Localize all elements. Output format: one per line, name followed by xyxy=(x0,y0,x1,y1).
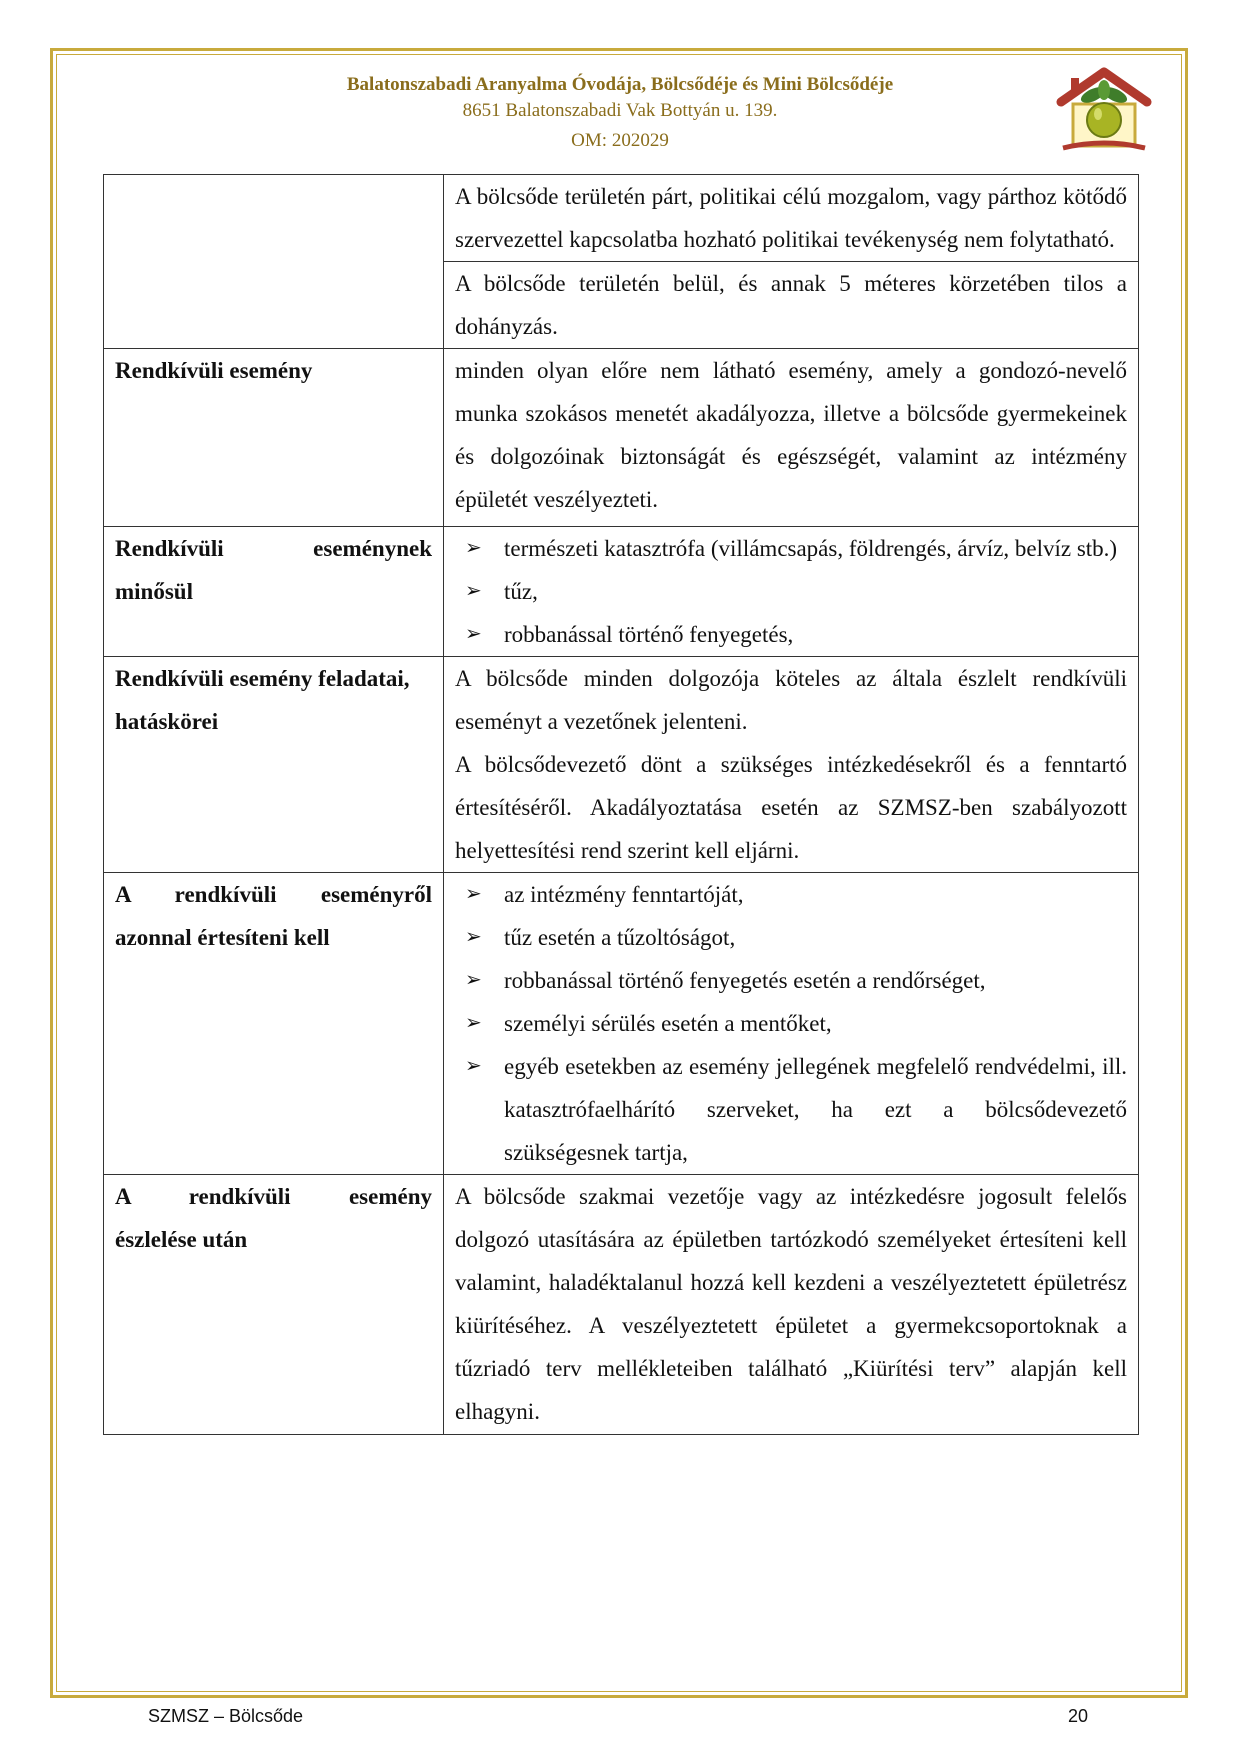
arrow-bullet-icon: ➢ xyxy=(465,1055,482,1077)
row-value xyxy=(444,175,1139,349)
table-row xyxy=(104,175,1139,349)
row-value xyxy=(444,527,1139,657)
rules-table xyxy=(103,174,1139,1435)
list-item: ➢ tűz esetén a tűzoltóságot, xyxy=(455,916,1127,959)
arrow-bullet-icon: ➢ xyxy=(465,969,482,991)
arrow-bullet-icon: ➢ xyxy=(465,883,482,905)
footer-document-name: SZMSZ – Bölcsőde xyxy=(148,1706,304,1726)
footer-page-number: 20 xyxy=(1068,1706,1089,1726)
arrow-bullet-icon: ➢ xyxy=(465,926,482,948)
list-item: ➢ robbanással történő fenyegetés, xyxy=(455,613,1127,656)
bullet-list xyxy=(455,873,1127,1174)
arrow-bullet-icon: ➢ xyxy=(465,537,482,559)
institution-om: OM: 202029 xyxy=(571,130,669,151)
row-label-line: azonnal értesíteni kell xyxy=(115,925,330,950)
list-item: ➢ személyi sérülés esetén a mentőket, xyxy=(455,1002,1127,1045)
row-label-line: minősül xyxy=(115,579,193,604)
list-item: ➢ robbanással történő fenyegetés esetén a rendőrséget, xyxy=(455,959,1127,1002)
row-label xyxy=(104,657,444,873)
row-label-line: Rendkívüli eseménynek xyxy=(115,536,432,561)
row-label xyxy=(104,873,444,1175)
smoking-rule: A bölcsőde területén belül, és annak 5 méteres körzetében tilos a dohányzás. xyxy=(455,271,1127,339)
row-label-line: A rendkívüli esemény xyxy=(115,1184,432,1209)
table-row xyxy=(104,349,1139,527)
document-header xyxy=(200,72,1040,154)
table-row xyxy=(104,873,1139,1175)
arrow-bullet-icon: ➢ xyxy=(465,1012,482,1034)
row-label-line: hatáskörei xyxy=(115,709,219,734)
arrow-bullet-icon: ➢ xyxy=(465,580,482,602)
row-label-line: A rendkívüli eseményről xyxy=(115,882,432,907)
list-item: ➢ az intézmény fenntartóját, xyxy=(455,873,1127,916)
arrow-bullet-icon: ➢ xyxy=(465,623,482,645)
institution-address: 8651 Balatonszabadi Vak Bottyán u. 139. xyxy=(462,100,778,121)
bullet-list xyxy=(455,527,1127,656)
row-label xyxy=(104,175,444,349)
golden-apple-house-logo-icon xyxy=(1055,62,1153,154)
table-row xyxy=(104,527,1139,657)
list-item: ➢ természeti katasztrófa (villámcsapás, földrengés, árvíz, belvíz stb.) xyxy=(455,527,1127,570)
leader-decision: A bölcsődevezető dönt a szükséges intézkedésekről és a fenntartó értesítéséről. Akadályoztatása esetén az SZMSZ-ben szabályozott helyettesítési rend szerint kell eljárni. xyxy=(455,752,1127,863)
row-label xyxy=(104,527,444,657)
row-value: A bölcsőde szakmai vezetője vagy az intézkedésre jogosult felelős dolgozó utasítására az épületben tartózkodó személyeket értesíteni kell valamint, haladéktalanul hozzá kell kezdeni a veszélyeztetett épületrész kiürítéséhez. A veszélyeztetett épületet a gyermekcsoportoknak a tűzriadó terv mellékleteiben található „Kiürítési terv” alapján kell elhagyni. xyxy=(444,1175,1139,1435)
row-label-line: Rendkívüli esemény feladatai, xyxy=(115,666,410,691)
row-label xyxy=(104,1175,444,1435)
row-label-line: észlelése után xyxy=(115,1227,248,1252)
institution-name: Balatonszabadi Aranyalma Óvodája, Bölcsődéje és Mini Bölcsődéje xyxy=(346,74,894,95)
report-duty: A bölcsőde minden dolgozója köteles az általa észlelt rendkívüli eseményt a vezetőnek jelenteni. xyxy=(455,666,1127,734)
table-row xyxy=(104,657,1139,873)
list-item: ➢ egyéb esetekben az esemény jellegének megfelelő rendvédelmi, ill. katasztrófaelhárító szerveket, ha ezt a bölcsődevezető szükségesnek tartja, xyxy=(455,1045,1127,1174)
politics-rule: A bölcsőde területén párt, politikai célú mozgalom, vagy párthoz kötődő szervezettel kapcsolatba hozható politikai tevékenység nem folytatható. xyxy=(455,184,1127,252)
row-value: minden olyan előre nem látható esemény, amely a gondozó-nevelő munka szokásos menetét akadályozza, illetve a bölcsőde gyermekeinek és dolgozóinak biztonságát és egészségét, valamint az intézmény épületét veszélyezteti. xyxy=(444,349,1139,527)
row-label: Rendkívüli esemény xyxy=(104,349,444,527)
table-row xyxy=(104,1175,1139,1435)
row-value xyxy=(444,873,1139,1175)
list-item: ➢ tűz, xyxy=(455,570,1127,613)
row-value xyxy=(444,657,1139,873)
